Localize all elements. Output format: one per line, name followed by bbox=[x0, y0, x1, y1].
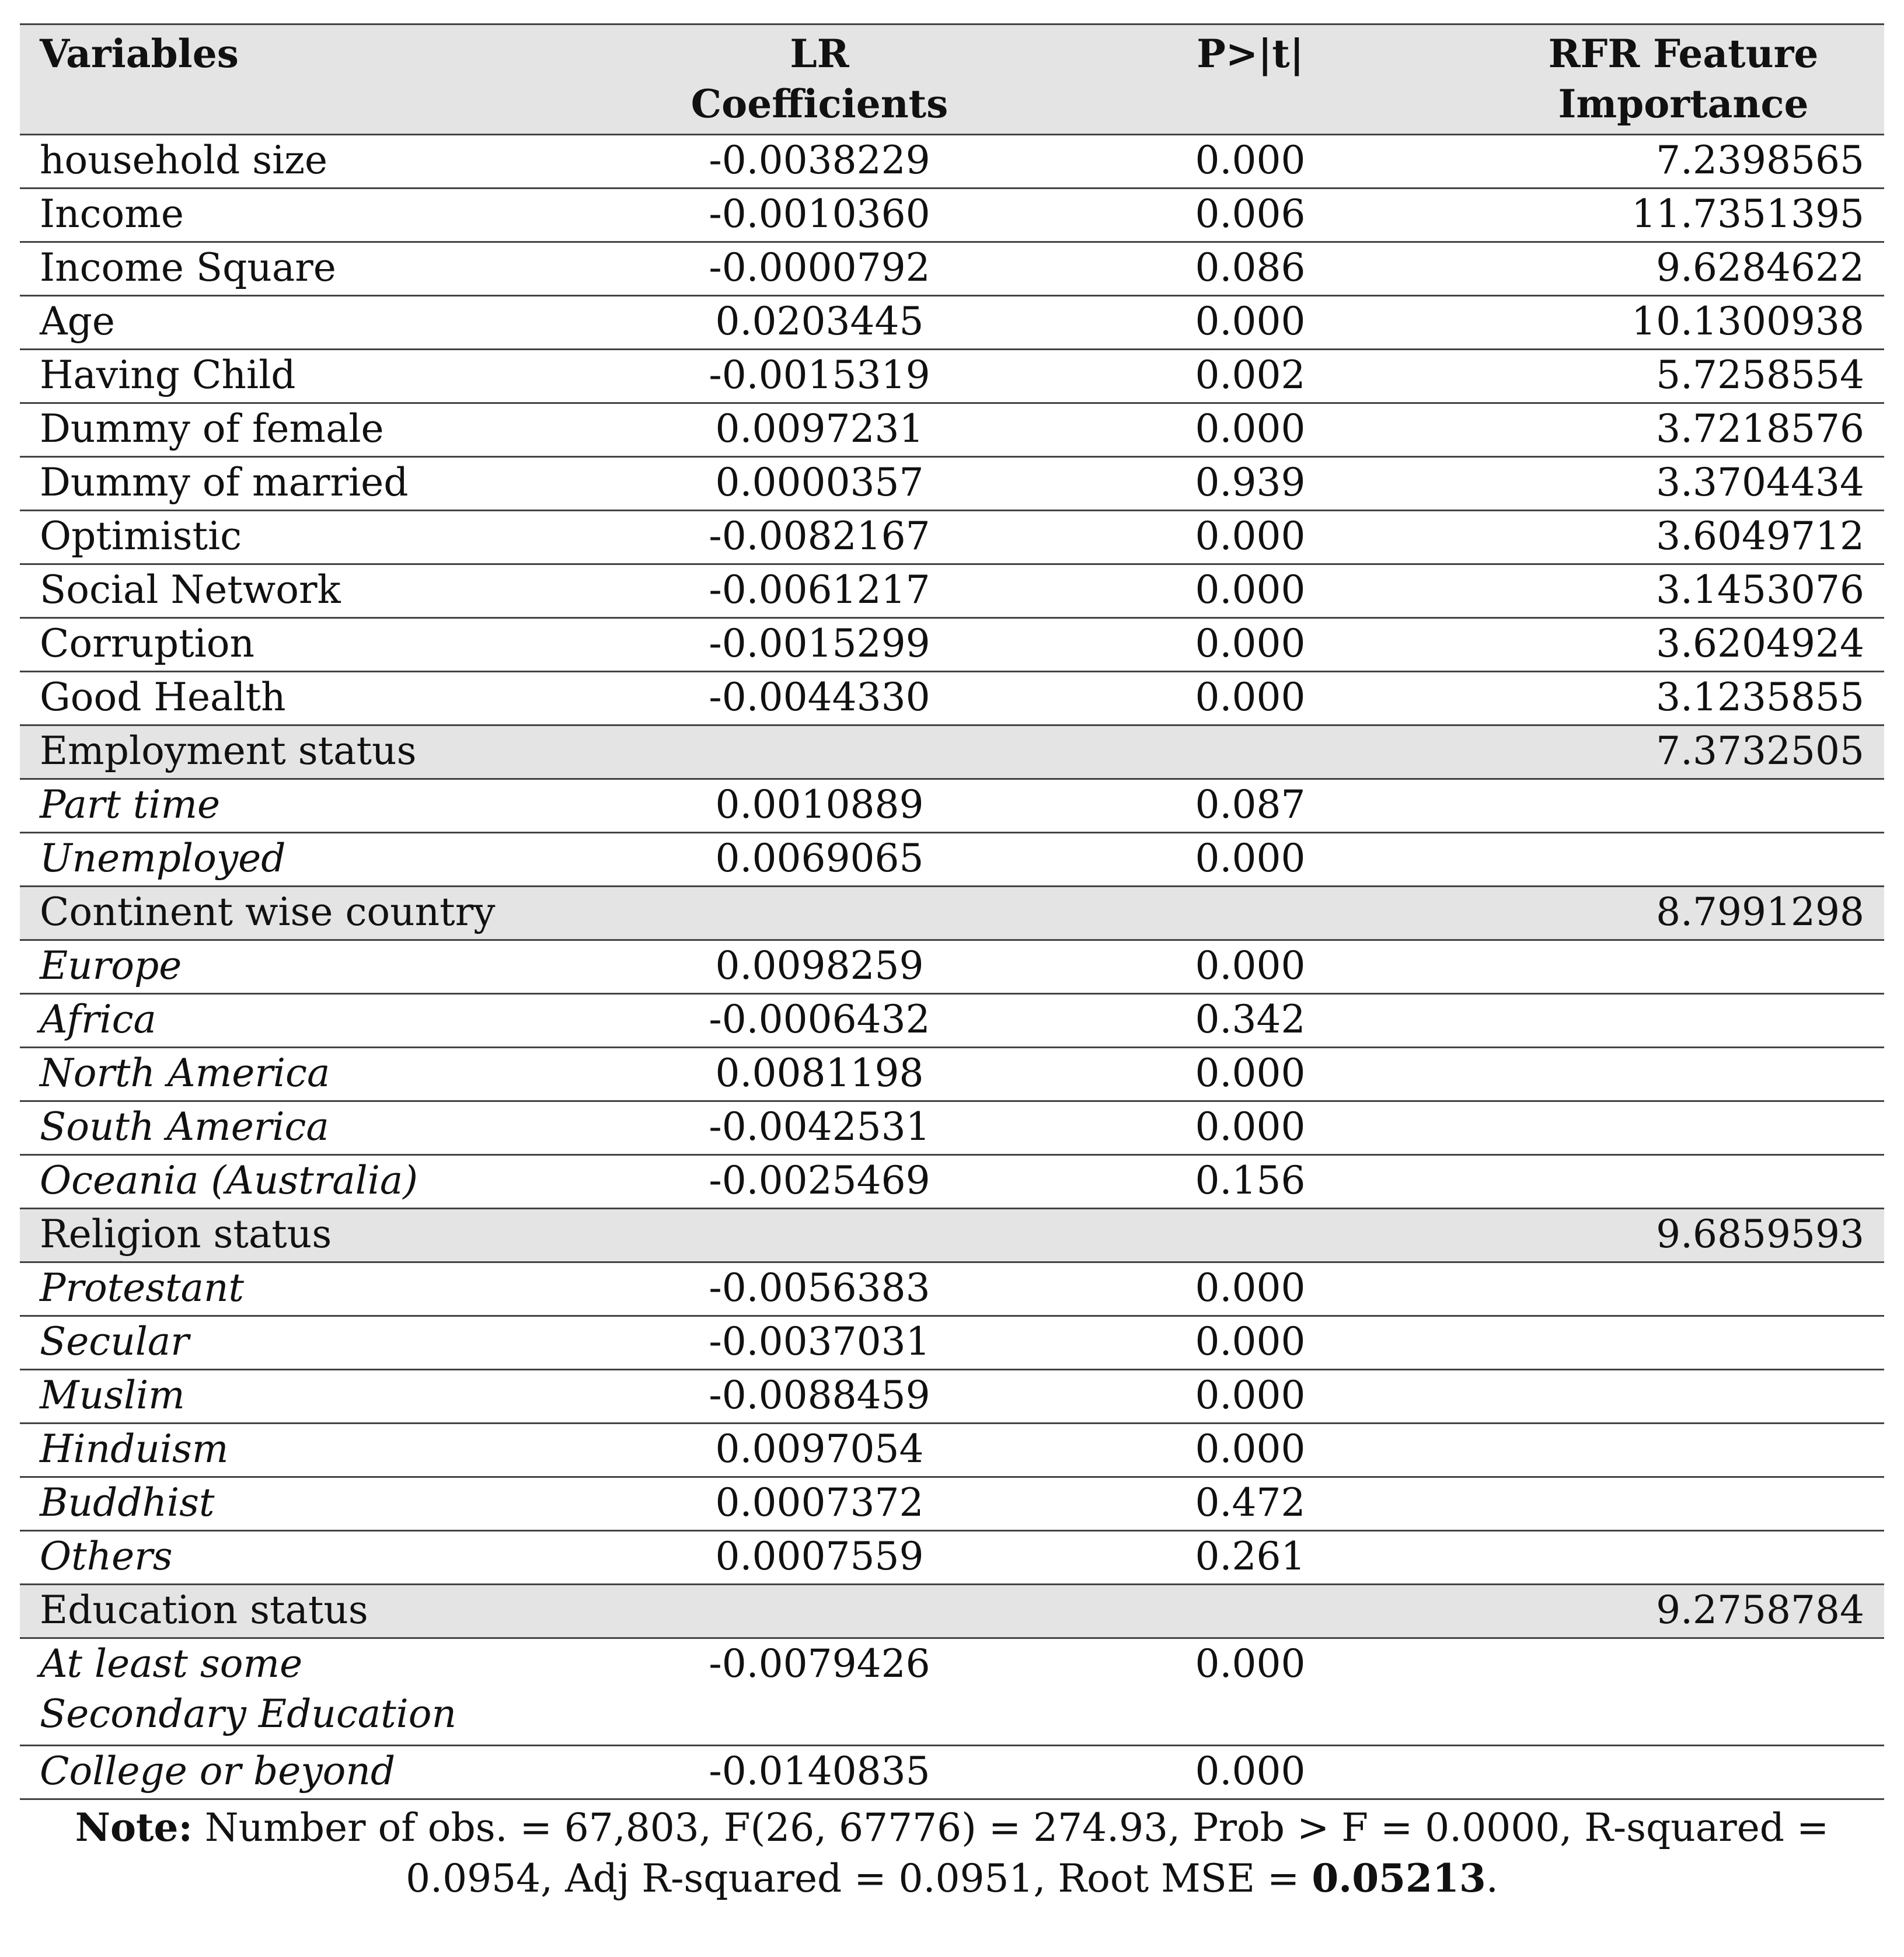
lr-coefficient-cell: -0.0061217 bbox=[709, 567, 930, 612]
note-label: Note: bbox=[75, 1805, 193, 1850]
p-value-cell: 0.000 bbox=[1195, 514, 1306, 559]
group-header-row bbox=[20, 1585, 1884, 1638]
p-value-cell: 0.000 bbox=[1195, 943, 1306, 988]
lr-coefficient-cell: -0.0015299 bbox=[709, 621, 930, 666]
note-rmse: 0.05213 bbox=[1312, 1855, 1486, 1901]
rfr-importance-cell: 3.3704434 bbox=[1656, 460, 1864, 505]
p-value-cell: 0.000 bbox=[1195, 836, 1306, 881]
p-value-cell: 0.261 bbox=[1195, 1534, 1306, 1579]
header-rfr-importance bbox=[1483, 25, 1884, 135]
rfr-importance-cell bbox=[1483, 1746, 1884, 1799]
header-row bbox=[20, 25, 1884, 135]
rfr-importance-cell: 3.7218576 bbox=[1656, 406, 1864, 451]
variable-cell: Age bbox=[40, 299, 115, 344]
lr-coefficient-cell: 0.0010889 bbox=[715, 782, 924, 827]
lr-coefficient-cell bbox=[621, 725, 1018, 779]
p-value-cell: 0.000 bbox=[1195, 1265, 1306, 1310]
group-label-cell: Religion status bbox=[40, 1212, 332, 1257]
rfr-importance-cell: 8.7991298 bbox=[1656, 889, 1864, 934]
variable-cell: Part time bbox=[40, 782, 221, 827]
p-value-cell: 0.002 bbox=[1195, 353, 1306, 397]
lr-coefficient-cell: -0.0000792 bbox=[709, 245, 930, 290]
table-body bbox=[20, 135, 1884, 1799]
group-header-row bbox=[20, 725, 1884, 779]
rfr-importance-cell: 9.6859593 bbox=[1656, 1212, 1864, 1257]
lr-coefficient-cell: 0.0000357 bbox=[715, 460, 924, 505]
p-value-cell: 0.000 bbox=[1195, 1641, 1306, 1686]
p-value-cell: 0.000 bbox=[1195, 1373, 1306, 1418]
lr-coefficient-cell: -0.0056383 bbox=[709, 1265, 930, 1310]
group-label-cell: Employment status bbox=[40, 728, 417, 773]
variable-cell: Having Child bbox=[40, 353, 296, 397]
lr-coefficient-cell: 0.0069065 bbox=[715, 836, 924, 881]
variable-cell: Social Network bbox=[40, 567, 341, 612]
variable-cell: Unemployed bbox=[40, 836, 286, 881]
table-row bbox=[20, 564, 1884, 618]
rfr-importance-cell bbox=[1483, 1155, 1884, 1209]
variable-cell: Dummy of female bbox=[40, 406, 384, 451]
p-value-cell: 0.000 bbox=[1195, 406, 1306, 451]
p-value-cell bbox=[1018, 1585, 1483, 1638]
lr-coefficient-cell: -0.0088459 bbox=[709, 1373, 930, 1418]
variable-cell: North America bbox=[40, 1051, 330, 1096]
variable-cell bbox=[20, 1638, 621, 1746]
group-header-row bbox=[20, 887, 1884, 940]
variable-cell: Income Square bbox=[40, 245, 336, 290]
sub-category-row bbox=[20, 1477, 1884, 1531]
variable-cell: College or beyond bbox=[40, 1749, 396, 1794]
lr-coefficient-cell: -0.0010360 bbox=[709, 191, 930, 236]
p-value-cell: 0.087 bbox=[1195, 782, 1306, 827]
sub-category-row bbox=[20, 779, 1884, 833]
sub-category-row bbox=[20, 1316, 1884, 1370]
rfr-importance-cell: 10.1300938 bbox=[1631, 299, 1864, 344]
sub-category-row bbox=[20, 1746, 1884, 1799]
p-value-cell: 0.472 bbox=[1195, 1480, 1306, 1525]
rfr-importance-cell bbox=[1483, 994, 1884, 1048]
variable-cell: Buddhist bbox=[40, 1480, 215, 1525]
note-end: . bbox=[1485, 1856, 1498, 1901]
p-value-cell: 0.086 bbox=[1195, 245, 1306, 290]
header-variables: Variables bbox=[40, 31, 239, 76]
p-value-cell: 0.000 bbox=[1195, 1104, 1306, 1149]
variable-cell: Hinduism bbox=[40, 1426, 229, 1471]
lr-coefficient-cell bbox=[621, 1209, 1018, 1262]
lr-coefficient-cell bbox=[621, 887, 1018, 940]
table-row bbox=[20, 135, 1884, 189]
lr-coefficient-cell: -0.0025469 bbox=[709, 1158, 930, 1203]
sub-category-row bbox=[20, 940, 1884, 994]
lr-coefficient-cell: 0.0007559 bbox=[715, 1534, 924, 1579]
lr-coefficient-cell: -0.0044330 bbox=[709, 675, 930, 720]
p-value-cell: 0.939 bbox=[1195, 460, 1306, 505]
rfr-importance-cell bbox=[1483, 833, 1884, 887]
p-value-cell: 0.000 bbox=[1195, 1051, 1306, 1096]
table-row bbox=[20, 672, 1884, 725]
lr-coefficient-cell: 0.0098259 bbox=[715, 943, 924, 988]
p-value-cell: 0.000 bbox=[1195, 1426, 1306, 1471]
variable-cell: Optimistic bbox=[40, 514, 242, 559]
wrapped-variable-text: At least some Secondary Education bbox=[40, 1641, 457, 1736]
rfr-importance-cell bbox=[1483, 1262, 1884, 1316]
sub-category-row bbox=[20, 994, 1884, 1048]
rfr-importance-cell: 3.6049712 bbox=[1656, 514, 1864, 559]
variable-cell: Africa bbox=[40, 997, 156, 1042]
variable-cell: Muslim bbox=[40, 1373, 185, 1418]
table-row bbox=[20, 403, 1884, 457]
p-value-cell: 0.000 bbox=[1195, 299, 1306, 344]
note-line2: 0.0954, Adj R-squared = 0.0951, Root MSE = bbox=[406, 1856, 1312, 1901]
variable-cell: Dummy of married bbox=[40, 460, 409, 505]
rfr-importance-cell bbox=[1483, 1477, 1884, 1531]
p-value-cell: 0.000 bbox=[1195, 138, 1306, 183]
p-value-cell: 0.006 bbox=[1195, 191, 1306, 236]
lr-coefficient-cell: 0.0203445 bbox=[715, 299, 924, 344]
lr-coefficient-cell: 0.0097231 bbox=[715, 406, 924, 451]
rfr-importance-cell: 3.1453076 bbox=[1656, 567, 1864, 612]
header-lr-coefficients bbox=[621, 25, 1018, 135]
header-p-value: P>|t| bbox=[1197, 31, 1304, 76]
table-row bbox=[20, 296, 1884, 350]
p-value-cell: 0.000 bbox=[1195, 1749, 1306, 1794]
lr-coefficient-cell: -0.0082167 bbox=[709, 514, 930, 559]
sub-category-row bbox=[20, 1101, 1884, 1155]
group-label-cell: Education status bbox=[40, 1588, 368, 1632]
p-value-cell: 0.342 bbox=[1195, 997, 1306, 1042]
sub-category-row bbox=[20, 1424, 1884, 1477]
variable-cell: Good Health bbox=[40, 675, 286, 720]
variable-cell: South America bbox=[40, 1104, 329, 1149]
rfr-importance-cell bbox=[1483, 1048, 1884, 1101]
group-label-cell: Continent wise country bbox=[40, 889, 496, 934]
header-lr-line1: LR bbox=[790, 31, 849, 76]
rfr-importance-cell: 7.3732505 bbox=[1656, 728, 1864, 773]
p-value-cell: 0.000 bbox=[1195, 1319, 1306, 1364]
rfr-importance-cell bbox=[1483, 1101, 1884, 1155]
rfr-importance-cell bbox=[1483, 779, 1884, 833]
variable-cell: Others bbox=[40, 1534, 173, 1579]
regression-table-container bbox=[20, 23, 1884, 1904]
lr-coefficient-cell: -0.0006432 bbox=[709, 997, 930, 1042]
rfr-importance-cell: 3.1235855 bbox=[1656, 675, 1864, 720]
p-value-cell: 0.156 bbox=[1195, 1158, 1306, 1203]
lr-coefficient-cell: -0.0037031 bbox=[709, 1319, 930, 1364]
header-rfr-line2: Importance bbox=[1558, 81, 1809, 127]
rfr-importance-cell bbox=[1483, 1370, 1884, 1424]
variable-cell: Secular bbox=[40, 1319, 189, 1364]
rfr-importance-cell bbox=[1483, 940, 1884, 994]
variable-cell: Corruption bbox=[40, 621, 254, 666]
note-line1: Number of obs. = 67,803, F(26, 67776) = 274.93, Prob > F = 0.0000, R-squared = bbox=[192, 1805, 1829, 1850]
sub-category-row bbox=[20, 1155, 1884, 1209]
sub-category-row bbox=[20, 1048, 1884, 1101]
rfr-importance-cell: 5.7258554 bbox=[1656, 353, 1864, 397]
regression-results-table bbox=[20, 23, 1884, 1800]
table-header bbox=[20, 25, 1884, 135]
lr-coefficient-cell: -0.0140835 bbox=[709, 1749, 930, 1794]
rfr-importance-cell: 9.6284622 bbox=[1656, 245, 1864, 290]
table-row bbox=[20, 350, 1884, 403]
lr-coefficient-cell: 0.0081198 bbox=[715, 1051, 924, 1096]
lr-coefficient-cell: 0.0007372 bbox=[715, 1480, 924, 1525]
lr-coefficient-cell: -0.0079426 bbox=[709, 1641, 930, 1686]
p-value-cell bbox=[1018, 1209, 1483, 1262]
lr-coefficient-cell: 0.0097054 bbox=[715, 1426, 924, 1471]
rfr-importance-cell: 9.2758784 bbox=[1656, 1588, 1864, 1632]
variable-cell: Europe bbox=[40, 943, 182, 988]
p-value-cell: 0.000 bbox=[1195, 621, 1306, 666]
rfr-importance-cell bbox=[1483, 1531, 1884, 1585]
rfr-importance-cell bbox=[1483, 1638, 1884, 1746]
variable-cell: household size bbox=[40, 138, 328, 183]
rfr-importance-cell: 3.6204924 bbox=[1656, 621, 1864, 666]
table-row bbox=[20, 457, 1884, 511]
table-row bbox=[20, 242, 1884, 296]
table-row bbox=[20, 189, 1884, 242]
variable-cell: Oceania (Australia) bbox=[40, 1158, 418, 1203]
lr-coefficient-cell: -0.0038229 bbox=[709, 138, 930, 183]
variable-cell: Income bbox=[40, 191, 184, 236]
table-note bbox=[20, 1802, 1884, 1904]
rfr-importance-cell bbox=[1483, 1424, 1884, 1477]
table-row bbox=[20, 511, 1884, 564]
lr-coefficient-cell: -0.0042531 bbox=[709, 1104, 930, 1149]
header-rfr-line1: RFR Feature bbox=[1548, 31, 1819, 76]
sub-category-row bbox=[20, 833, 1884, 887]
variable-cell: Protestant bbox=[40, 1265, 245, 1310]
p-value-cell bbox=[1018, 725, 1483, 779]
header-lr-line2: Coefficients bbox=[691, 81, 948, 127]
p-value-cell: 0.000 bbox=[1195, 675, 1306, 720]
lr-coefficient-cell bbox=[621, 1585, 1018, 1638]
rfr-importance-cell: 7.2398565 bbox=[1656, 138, 1864, 183]
p-value-cell: 0.000 bbox=[1195, 567, 1306, 612]
lr-coefficient-cell: -0.0015319 bbox=[709, 353, 930, 397]
p-value-cell bbox=[1018, 887, 1483, 940]
sub-category-row bbox=[20, 1262, 1884, 1316]
rfr-importance-cell bbox=[1483, 1316, 1884, 1370]
sub-category-row bbox=[20, 1638, 1884, 1746]
sub-category-row bbox=[20, 1531, 1884, 1585]
table-row bbox=[20, 618, 1884, 672]
sub-category-row bbox=[20, 1370, 1884, 1424]
rfr-importance-cell: 11.7351395 bbox=[1631, 191, 1864, 236]
group-header-row bbox=[20, 1209, 1884, 1262]
